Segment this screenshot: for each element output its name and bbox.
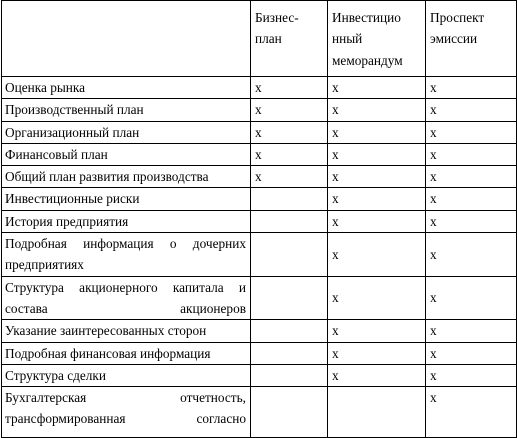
mark-investment-memorandum: x [328,166,426,188]
mark-business-plan: x [251,166,328,188]
mark-business-plan [251,210,328,232]
mark-investment-memorandum: x [328,143,426,165]
mark-business-plan [251,188,328,210]
mark-business-plan: x [251,121,328,143]
mark-issue-prospectus: x [426,77,517,99]
table-row [2,276,517,320]
row-label: Подробная информация о дочерних предприятиях [2,233,251,277]
header-line: план [255,31,282,47]
mark-business-plan [251,320,328,342]
table-row [2,99,517,121]
table-row [2,188,517,210]
table-row [2,143,517,165]
header-line: нный [332,31,363,47]
header-line: Бизнес- [255,10,299,25]
mark-business-plan: x [251,77,328,99]
comparison-table [1,0,517,438]
table-row [2,210,517,232]
mark-issue-prospectus: x [426,387,517,438]
mark-issue-prospectus: x [426,99,517,121]
row-label: Указание заинтересованных сторон [2,320,251,342]
table-row [2,342,517,364]
mark-investment-memorandum: x [328,210,426,232]
row-label: Подробная финансовая информация [2,342,251,364]
row-label: Финансовый план [2,143,251,165]
mark-issue-prospectus: x [426,166,517,188]
mark-business-plan [251,364,328,386]
header-cell-issue-prospectus [426,1,517,77]
mark-issue-prospectus: x [426,276,517,320]
header-cell-empty [2,1,251,77]
header-line: Инвестицио [332,10,401,25]
table-row [2,320,517,342]
mark-issue-prospectus: x [426,143,517,165]
row-label: Производственный план [2,99,251,121]
mark-issue-prospectus: x [426,364,517,386]
row-label: Структура сделки [2,364,251,386]
header-cell-investment-memorandum [328,1,426,77]
mark-issue-prospectus: x [426,121,517,143]
mark-issue-prospectus: x [426,233,517,277]
mark-investment-memorandum: x [328,188,426,210]
table-row [2,387,517,438]
mark-issue-prospectus: x [426,188,517,210]
table-row [2,121,517,143]
mark-investment-memorandum [328,387,426,438]
row-label: Оценка рынка [2,77,251,99]
table-row [2,364,517,386]
header-line: Проспект [430,10,485,25]
mark-business-plan: x [251,99,328,121]
mark-investment-memorandum: x [328,364,426,386]
row-label: Организационный план [2,121,251,143]
table-row [2,233,517,277]
mark-investment-memorandum: x [328,276,426,320]
table-row [2,166,517,188]
mark-investment-memorandum: x [328,121,426,143]
header-cell-business-plan [251,1,328,77]
mark-business-plan: x [251,143,328,165]
row-label: Инвестиционные риски [2,188,251,210]
header-line: меморандум [332,52,403,68]
mark-investment-memorandum: x [328,77,426,99]
row-label: Общий план развития производства [2,166,251,188]
mark-business-plan [251,342,328,364]
row-label: Бухгалтерская отчетность, трансформированная согласно [2,387,251,438]
header-row [2,1,517,77]
row-label: История предприятия [2,210,251,232]
row-label: Структура акционерного капитала и состава акционеров [2,276,251,320]
mark-investment-memorandum: x [328,99,426,121]
header-line: эмиссии [430,31,478,47]
mark-issue-prospectus: x [426,342,517,364]
mark-business-plan [251,387,328,438]
mark-issue-prospectus: x [426,320,517,342]
table-row [2,77,517,99]
mark-issue-prospectus: x [426,210,517,232]
mark-investment-memorandum: x [328,320,426,342]
mark-investment-memorandum: x [328,233,426,277]
mark-business-plan [251,276,328,320]
mark-business-plan [251,233,328,277]
mark-investment-memorandum: x [328,342,426,364]
